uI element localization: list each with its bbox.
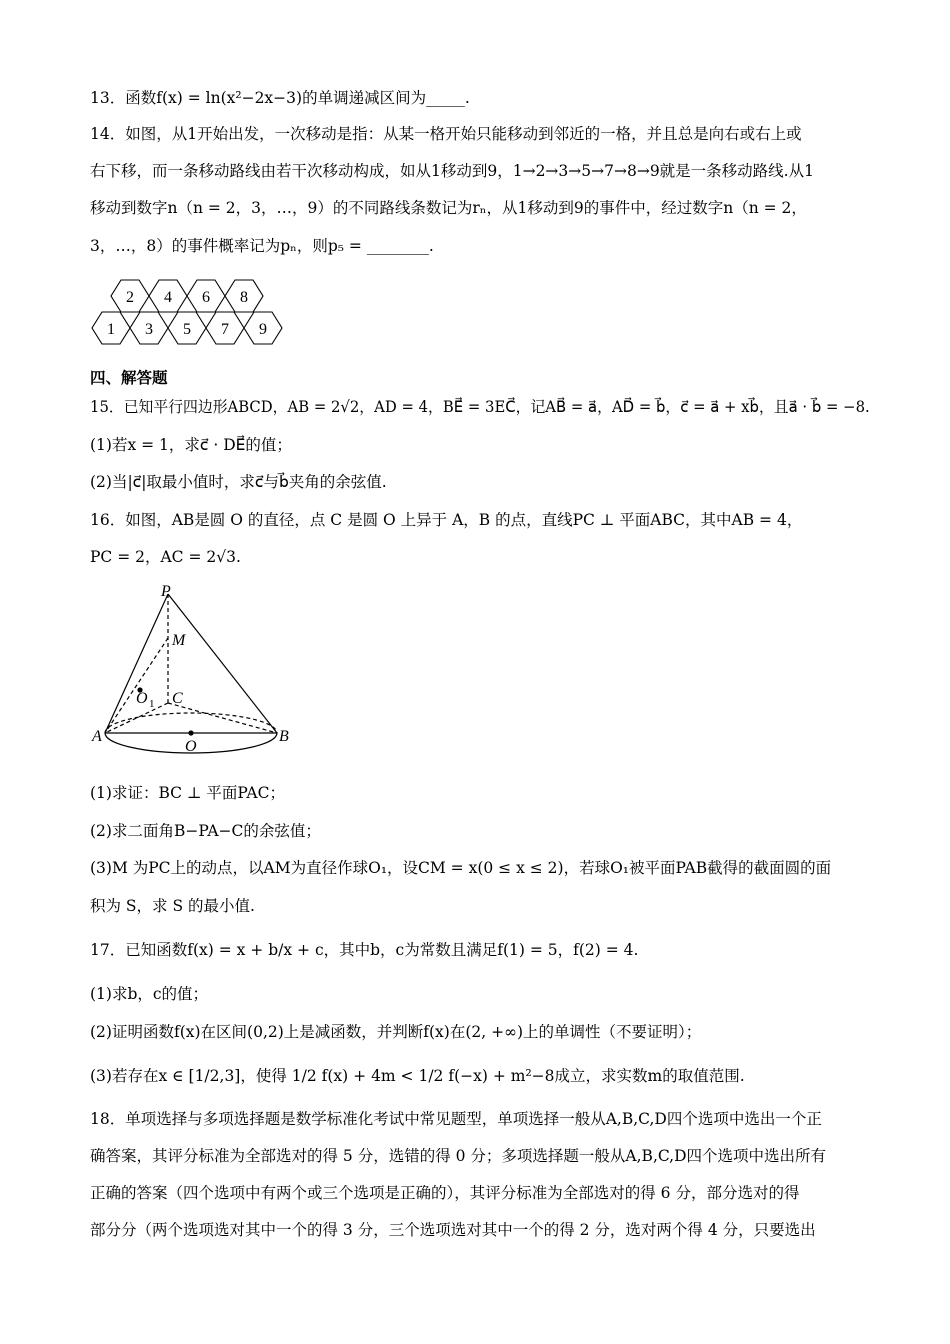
q15-part-2: (2)当|c⃗|取最小值时，求c⃗与b⃗夹角的余弦值.: [90, 473, 387, 491]
q14-line-2: 右下移，而一条移动路线由若干次移动构成，如从1移动到9，1→2→3→5→7→8→9就是一条移动路线.从1: [90, 162, 814, 180]
q16-line-2: PC = 2，AC = 2√3.: [90, 548, 241, 566]
q18-line-4: 部分分（两个选项选对其中一个的得 3 分，三个选项选对其中一个的得 2 分，选对两个得 4 分，只要选出: [90, 1221, 816, 1239]
hex-label-9: 9: [259, 321, 267, 338]
label-m: M: [172, 632, 186, 649]
hex-label-3: 3: [145, 321, 153, 338]
q14-line-1: 14．如图，从1开始出发，一次移动是指：从某一格开始只能移动到邻近的一格，并且总是向右或右上或: [90, 125, 802, 143]
hexagon-grid-figure: [88, 272, 288, 358]
hex-label-8: 8: [240, 289, 248, 306]
q15-part-1: (1)若x = 1，求c⃗ · DE⃗的值；: [90, 436, 292, 454]
q16-part-1: (1)求证：BC ⊥ 平面PAC；: [90, 784, 285, 802]
q17-part-2: (2)证明函数f(x)在区间(0,2)上是减函数，并判断f(x)在(2, +∞)上的单调性（不要证明）；: [90, 1023, 702, 1041]
label-a: A: [92, 728, 102, 745]
q18-line-2: 确答案，其评分标准为全部选对的得 5 分，选错的得 0 分；多项选择题一般从A,B,C,D四个选项中选出所有: [90, 1147, 827, 1165]
q16-part-3-line-2: 积为 S，求 S 的最小值.: [90, 897, 255, 915]
hex-label-4: 4: [164, 289, 172, 306]
q17-part-1: (1)求b，c的值；: [90, 985, 209, 1003]
hex-label-6: 6: [202, 289, 210, 306]
q14-line-3: 移动到数字n（n = 2，3，…，9）的不同路线条数记为rₙ，从1移动到9的事件中，经过数字n（n = 2，: [90, 199, 807, 217]
q13-line: 13．函数f(x) = ln(x²−2x−3)的单调递减区间为_____.: [90, 89, 470, 107]
label-c: C: [172, 690, 183, 707]
label-b: B: [279, 728, 289, 745]
hex-label-1: 1: [107, 321, 115, 338]
label-o: O: [185, 738, 197, 755]
q17-line-1: 17．已知函数f(x) = x + b/x + c，其中b，c为常数且满足f(1) = 5，f(2) = 4.: [90, 941, 639, 959]
q18-line-3: 正确的答案（四个选项中有两个或三个选项是正确的），其评分标准为全部选对的得 6 分，部分选对的得: [90, 1184, 800, 1202]
q16-line-1: 16．如图，AB是圆 O 的直径，点 C 是圆 O 上异于 A，B 的点，直线PC ⊥ 平面ABC，其中AB = 4，: [90, 511, 803, 529]
hex-label-7: 7: [221, 321, 229, 338]
label-p: P: [161, 583, 171, 600]
label-o1: O: [136, 690, 148, 707]
point-o: [188, 730, 193, 735]
section-title: 四、解答题: [90, 369, 168, 387]
cone-figure: [88, 578, 298, 758]
label-o1-subscript: 1: [149, 698, 155, 710]
q14-line-4: 3，…，8）的事件概率记为pₙ，则p₅ = ________.: [90, 237, 434, 255]
q16-part-2: (2)求二面角B−PA−C的余弦值；: [90, 822, 321, 840]
q17-part-3: (3)若存在x ∈ [1/2,3]，使得 1/2 f(x) + 4m < 1/2 f(−x) + m²−8成立，求实数m的取值范围.: [90, 1067, 745, 1085]
q18-line-1: 18．单项选择与多项选择题是数学标准化考试中常见题型，单项选择一般从A,B,C,D四个选项中选出一个正: [90, 1110, 822, 1128]
hex-label-2: 2: [126, 289, 134, 306]
hex-label-5: 5: [183, 321, 191, 338]
q15-line-1: 15．已知平行四边形ABCD，AB = 2√2，AD = 4，BE⃗ = 3EC⃗，记AB⃗ = a⃗，AD⃗ = b⃗，c⃗ = a⃗ + xb⃗，且a⃗ · b⃗ = −8.: [90, 398, 870, 416]
q16-part-3-line-1: (3)M 为PC上的动点，以AM为直径作球O₁，设CM = x(0 ≤ x ≤ 2)，若球O₁被平面PAB截得的截面圆的面: [90, 859, 832, 877]
